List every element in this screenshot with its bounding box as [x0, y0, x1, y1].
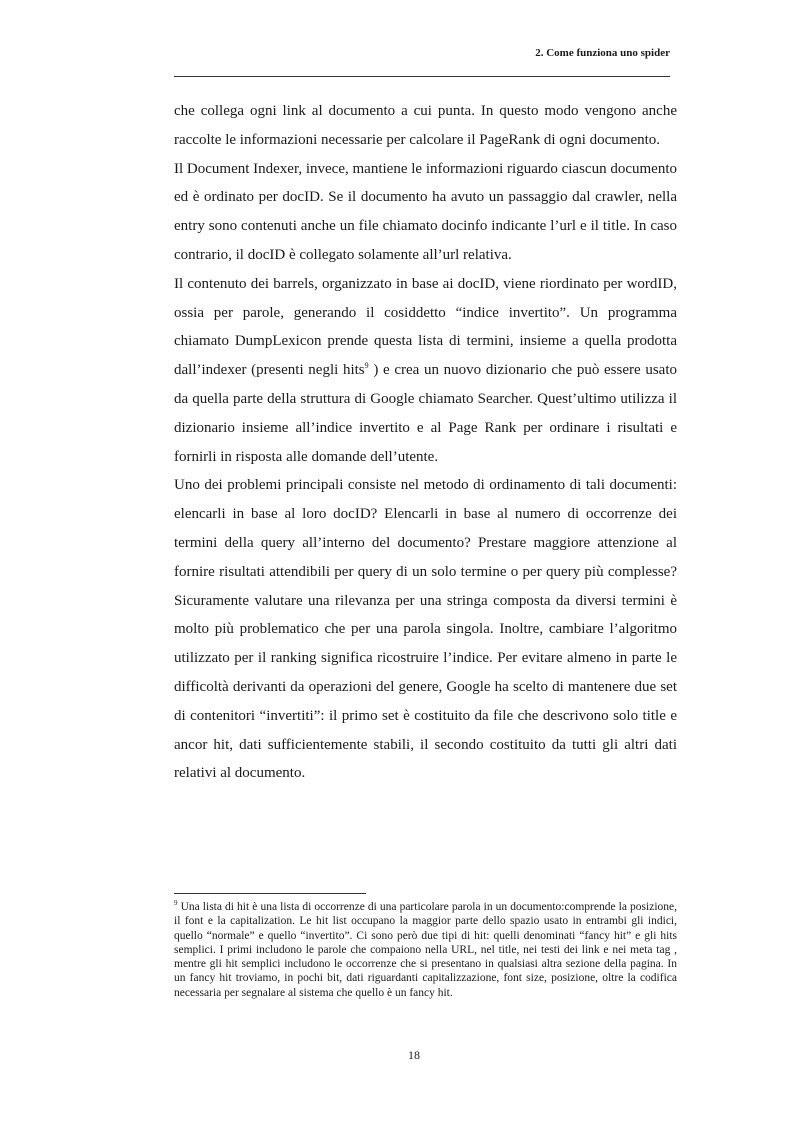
paragraph-3: [174, 270, 677, 472]
footnote: [174, 900, 677, 1000]
header-rule: [174, 76, 670, 77]
body-text: [174, 97, 677, 788]
page-number: 18: [408, 1048, 420, 1062]
paragraph-4: Uno dei problemi principali consiste nel metodo di ordinamento di tali documenti: elencarli in base al loro docID? Elencarli in base al numero di occorrenze dei termini della query all’interno del documento? Prestare maggiore attenzione al fornire risultati attendibili per query di un solo termine o per query più complesse? Sicuramente valutare una rilevanza per una stringa composta da diversi termini è molto più problematico che per una parola singola. Inoltre, cambiare l’algoritmo utilizzato per il ranking significa ricostruire l’indice. Per evitare almeno in parte le difficoltà derivanti da operazioni del genere, Google ha scelto di mantenere due set di contenitori “invertiti”: il primo set è costituito da file che descrivono solo title e ancor hit, dati sufficientemente stabili, il secondo costituito da tutti gli altri dati relativi al documento.: [174, 477, 677, 782]
footnote-number: 9: [174, 899, 178, 907]
paragraph-3-before: Il contenuto dei barrels, organizzato in base ai docID, viene riordinato per wordID, ossia per parole, generando il cosiddetto “indice invertito”. Un programma chiamato DumpLexicon prende questa lista di termini, insieme a quella prodotta dall’indexer (presenti negli hits: [174, 275, 677, 379]
footnote-text: Una lista di hit è una lista di occorrenze di una particolare parola in un documento:comprende la posizione, il font e la capitalization. Le hit list occupano la maggior parte dello spazio usato in entrambi gli indici, quello “normale” e quello “invertito”. Ci sono però due tipi di hit: quelli denominati “fancy hit” e gli hits semplici. I primi includono le parole che compaiono nella URL, nel title, nei testi dei link e nei meta tag , mentre gli hit semplici includono le occorrenze che si presentano in qualsiasi altra sezione della pagina. In un fancy hit troviamo, in pochi bit, dati riguardanti capitalizzazione, font size, posizione, oltre la codifica necessaria per segnalare al sistema che quello è un fancy hit.: [174, 901, 677, 999]
footnote-rule: [174, 893, 366, 894]
paragraph-1: che collega ogni link al documento a cui punta. In questo modo vengono anche raccolte le informazioni necessarie per calcolare il PageRank di ogni documento.: [174, 103, 677, 148]
running-header: 2. Come funziona uno spider: [535, 47, 670, 59]
paragraph-3-after: ) e crea un nuovo dizionario che può essere usato da quella parte della struttura di Google chiamato Searcher. Quest’ultimo utilizza il dizionario insieme all’indice invertito e al Page Rank per ordinare i risultati e fornirli in risposta alle domande dell’utente.: [174, 362, 678, 465]
paragraph-2: Il Document Indexer, invece, mantiene le informazioni riguardo ciascun documento ed è ordinato per docID. Se il documento ha avuto un passaggio dal crawler, nella entry sono contenuti anche un file chiamato docinfo indicante l’url e il title. In caso contrario, il docID è collegato solamente all’url relativa.: [174, 160, 677, 263]
footnote-reference: 9: [364, 361, 369, 371]
